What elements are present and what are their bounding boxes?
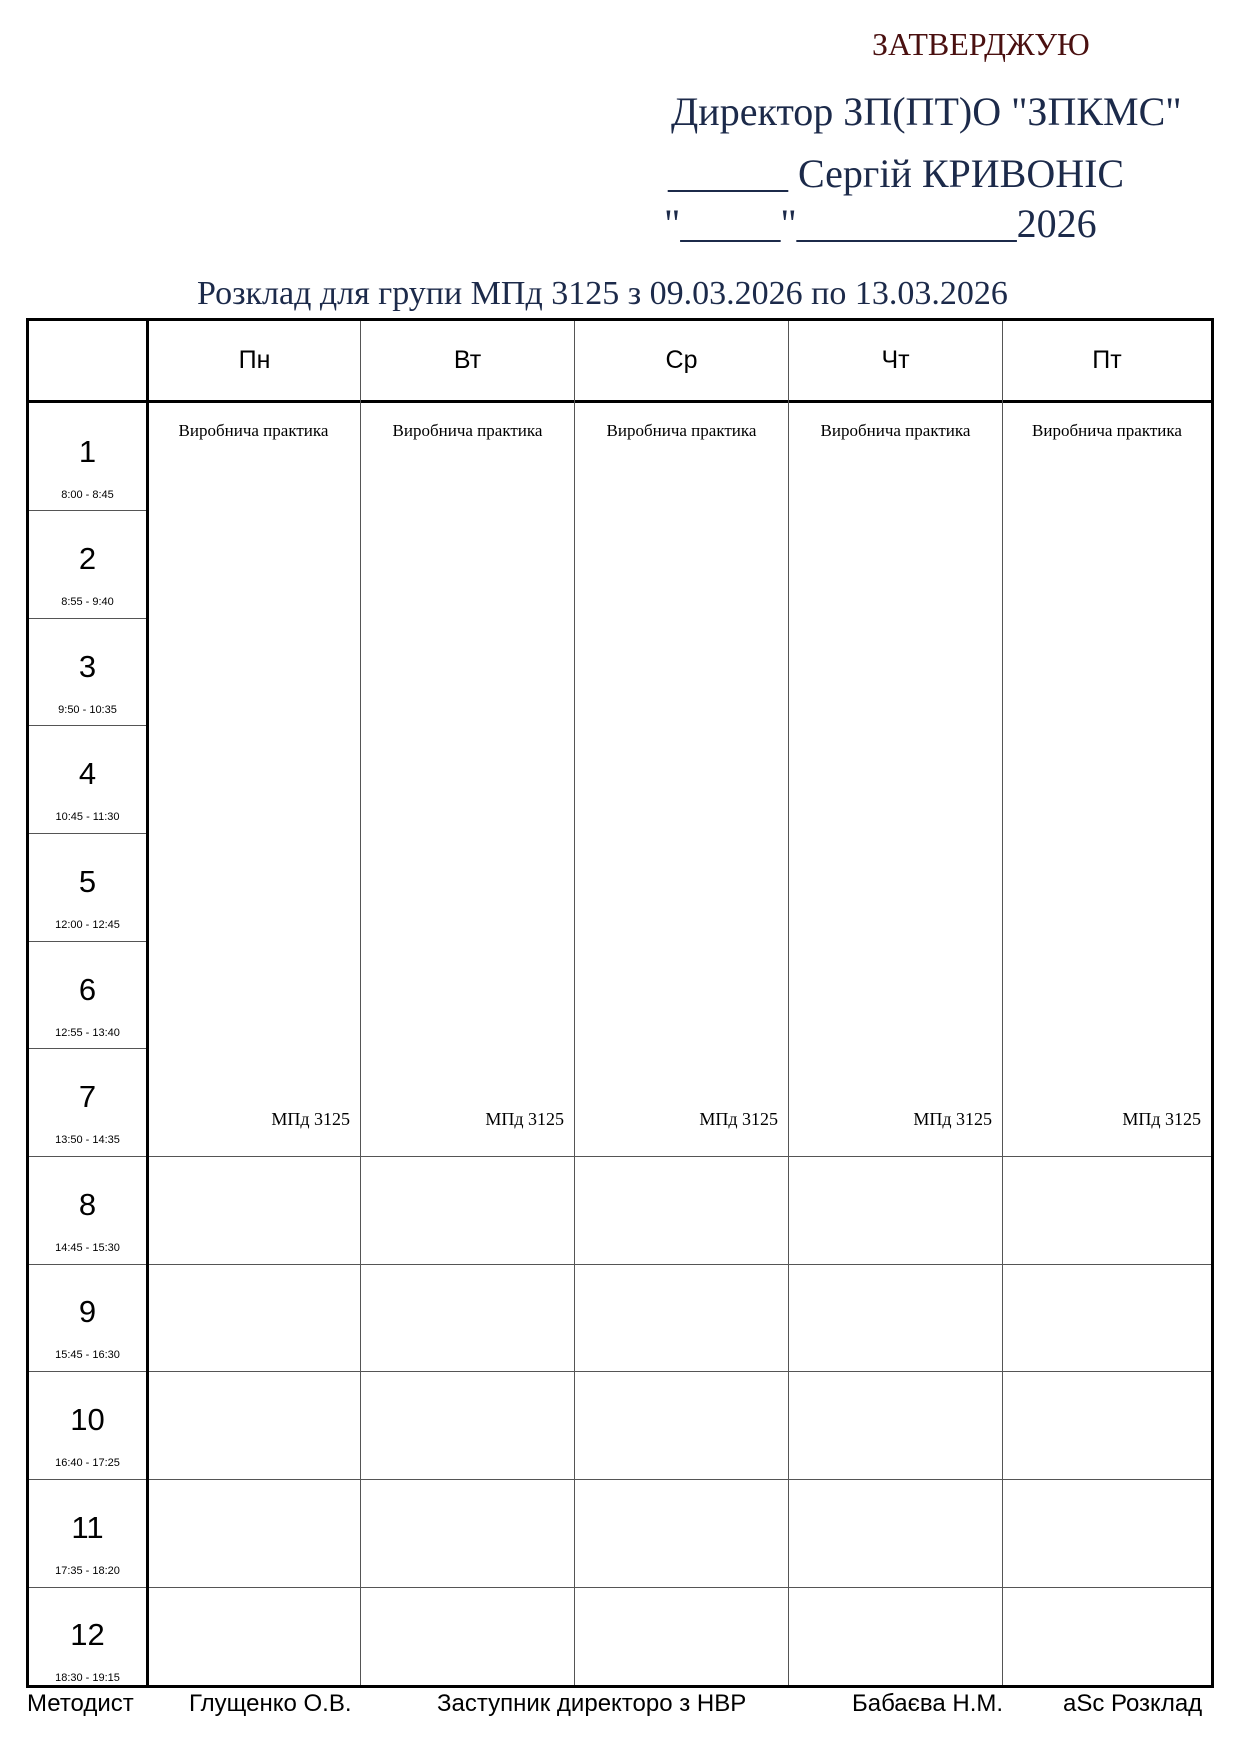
period-time: 17:35 - 18:20 xyxy=(55,1565,120,1577)
lesson-subject: Виробнича практика xyxy=(392,421,543,440)
period-time: 16:40 - 17:25 xyxy=(55,1457,120,1469)
period-time: 14:45 - 15:30 xyxy=(55,1242,120,1254)
row-separator xyxy=(29,1264,1211,1265)
lesson-subject: Виробнича практика xyxy=(178,421,329,440)
period-number: 12 xyxy=(70,1617,105,1652)
lesson-group: МПд 3125 xyxy=(913,1109,992,1129)
period-time: 10:45 - 11:30 xyxy=(55,811,120,823)
director-position: Директор ЗП(ПТ)О "ЗПКМС" xyxy=(671,89,1182,134)
row-separator xyxy=(29,1479,1211,1480)
row-separator xyxy=(29,1048,146,1049)
schedule-grid xyxy=(26,318,1214,1688)
period-time: 8:55 - 9:40 xyxy=(61,596,114,608)
lesson-subject: Виробнича практика xyxy=(606,421,757,440)
period-number: 1 xyxy=(78,434,97,469)
row-separator xyxy=(29,833,146,834)
period-number: 9 xyxy=(78,1294,97,1329)
period-time: 15:45 - 16:30 xyxy=(55,1349,120,1361)
row-separator xyxy=(29,510,146,511)
row-separator xyxy=(29,725,146,726)
period-time: 12:00 - 12:45 xyxy=(55,919,120,931)
period-number: 11 xyxy=(71,1510,104,1545)
period-number: 10 xyxy=(70,1402,105,1437)
day-header-fri: Пт xyxy=(1092,346,1122,374)
period-number: 8 xyxy=(78,1187,97,1222)
row-separator xyxy=(29,1371,1211,1372)
schedule-title: Розклад для групи МПд 3125 з 09.03.2026 по 13.03.2026 xyxy=(197,275,1008,312)
row-separator xyxy=(29,1587,1211,1588)
period-number: 4 xyxy=(78,756,97,791)
period-number: 7 xyxy=(78,1079,97,1114)
lesson-block-thu[interactable] xyxy=(789,403,1002,1156)
period-time: 8:00 - 8:45 xyxy=(61,489,114,501)
lesson-subject: Виробнича практика xyxy=(1032,421,1182,440)
period-time: 9:50 - 10:35 xyxy=(58,704,117,716)
lesson-block-wed[interactable] xyxy=(575,403,788,1156)
director-signature-line: ______ Сергій КРИВОНІС xyxy=(668,151,1125,196)
approval-date-line: "_____"___________2026 xyxy=(664,201,1097,246)
period-time: 12:55 - 13:40 xyxy=(55,1027,120,1039)
day-header-tue: Вт xyxy=(453,346,482,374)
lesson-block-fri[interactable] xyxy=(1003,403,1211,1156)
lesson-group: МПд 3125 xyxy=(699,1109,778,1129)
software-label: aSc Розклад xyxy=(1063,1690,1203,1717)
methodist-label: Методист xyxy=(27,1690,134,1717)
row-separator xyxy=(29,1156,1211,1157)
lesson-group: МПд 3125 xyxy=(485,1109,564,1129)
lesson-subject: Виробнича практика xyxy=(820,421,971,440)
period-time: 13:50 - 14:35 xyxy=(55,1134,120,1146)
row-separator xyxy=(29,618,146,619)
deputy-name: Бабаєва Н.М. xyxy=(852,1690,1004,1717)
approval-heading: ЗАТВЕРДЖУЮ xyxy=(872,26,1090,62)
period-number: 3 xyxy=(78,649,97,684)
row-separator xyxy=(29,941,146,942)
day-header-mon: Пн xyxy=(238,346,271,374)
deputy-label: Заступник директоро з НВР xyxy=(437,1690,747,1717)
lesson-block-mon[interactable] xyxy=(147,403,360,1156)
day-header-thu: Чт xyxy=(881,346,910,374)
period-number: 2 xyxy=(78,541,97,576)
lesson-group: МПд 3125 xyxy=(1122,1109,1201,1129)
lesson-group: МПд 3125 xyxy=(271,1109,350,1129)
day-header-wed: Ср xyxy=(665,346,698,374)
period-number: 5 xyxy=(78,864,97,899)
lesson-block-tue[interactable] xyxy=(361,403,574,1156)
period-number: 6 xyxy=(78,972,97,1007)
methodist-name: Глущенко О.В. xyxy=(189,1690,352,1717)
period-time: 18:30 - 19:15 xyxy=(55,1672,120,1684)
